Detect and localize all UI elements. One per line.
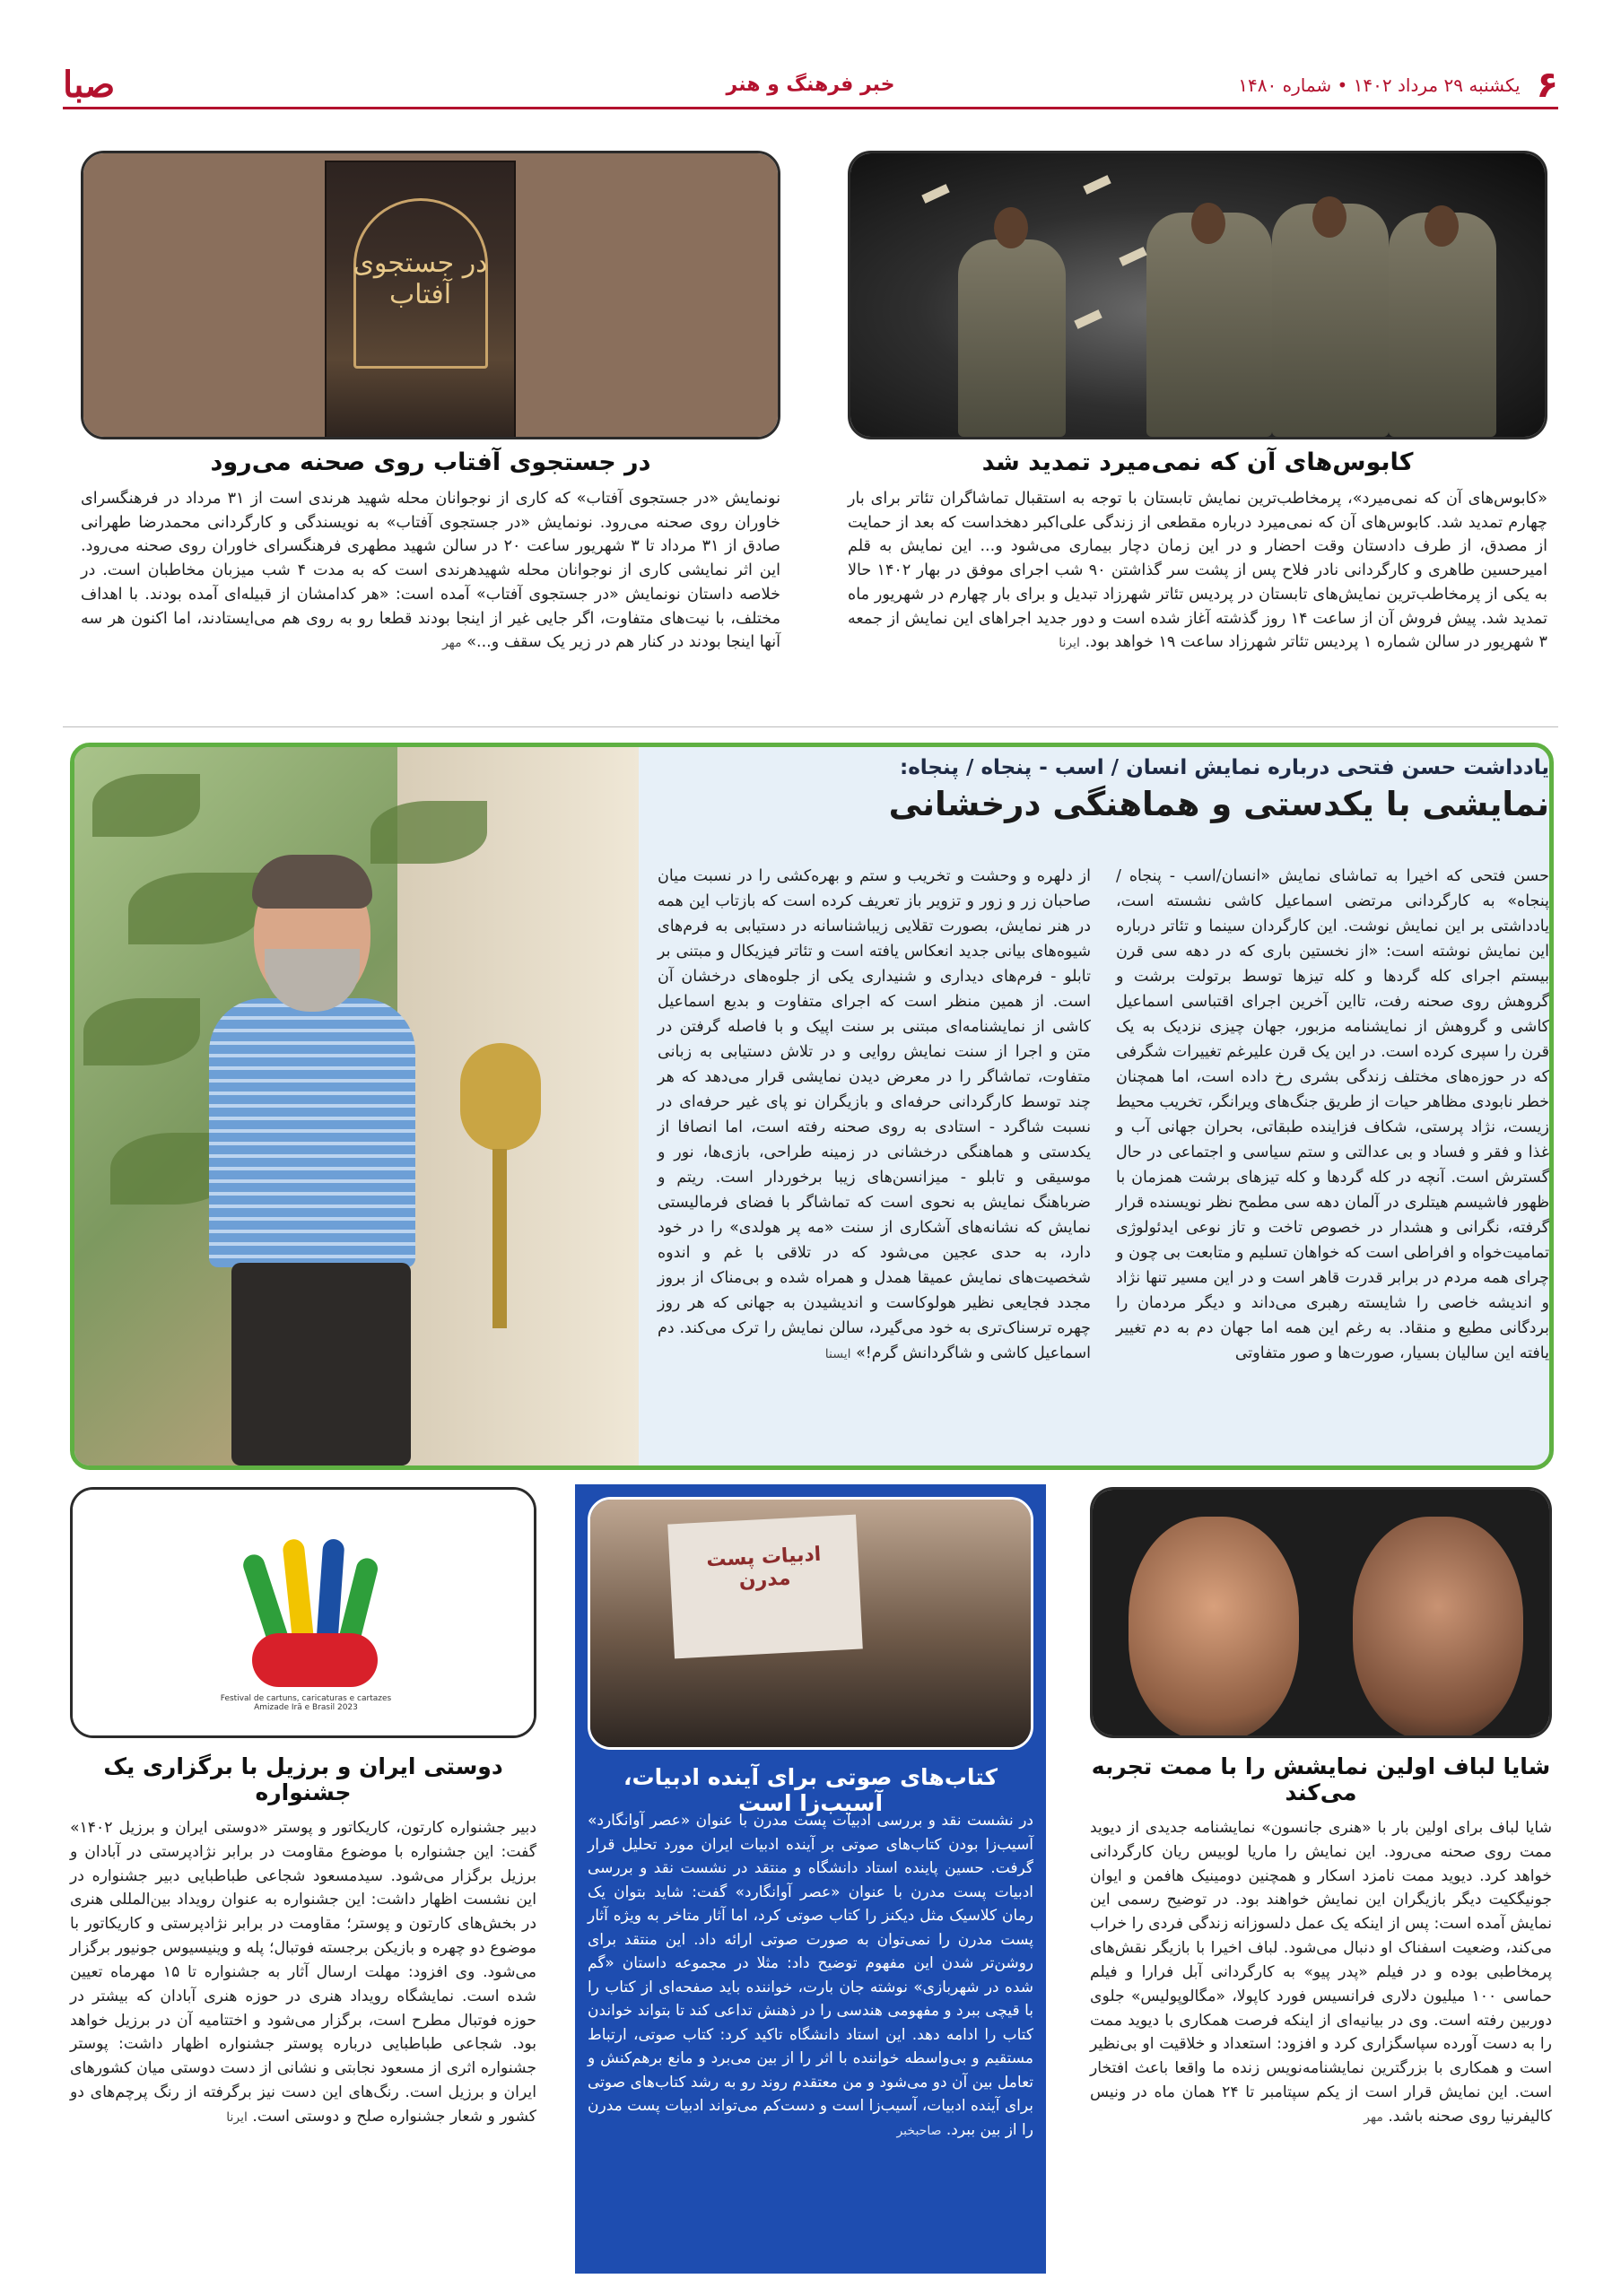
logo-caption: Festival de cartuns, caricaturas e cartazes Amizade Irã e Brasil 2023 — [220, 1694, 392, 1712]
feature-column-2: از دلهره و وحشت و تخریب و ستم و بهره‌کشی را در نسبت میان صاحبان زر و زور و تزویر باز تعریف کرده است که بازتاب این همه در هنر نمایش، بصورت تقلایی زیباشناسانه در دستیابی به فرم‌های شیوه‌های بیانی جدید انعکاس یافته است و تئاتر فیزیکال و مبتنی بر تابلو - فرم‌های دیداری و شنیداری یکی از جلوه‌های درخشان آن است. از همین منظر است که اجرای متفاوت و بدیع اسماعیل کاشی از نمایشنامه‌ای مبتنی بر سنت اپیک و با فاصله گرفتن در متن و اجرا از سنت نمایش روایی و در تلاش دستیابی به زبانی متفاوت، تماشاگر را در معرض دیدن نمایشی قرار می‌دهد که هر چند توسط کارگردانی حرفه‌ای و بازیگران نو پای غیر حرفه‌ای در نسبت شاگرد - استادی به روی صحنه رفته است، اما انصافا از یکدستی و هماهنگی درخشانی در زمینه طراحی، بازی‌ها، نور و موسیقی و تابلو - میزانسن‌های زیبا برخوردار است. ریتم و ضرباهنگ نمایش به نحوی است که تماشاگر با فضای فرمالیستی نمایش که نشانه‌های آشکاری از سنت «مه پر هولدی» را در خود دارد، به حدی عجین می‌شود که در تلاقی با غم و اندوه شخصیت‌های نمایش عمیقا همدل و همراه شده و بی‌مناک از بروز مجدد فجایعی نظیر هولوکاست و اندیشیدن به جهانی که هر روز چهره ترسناک‌تری به خود می‌گیرد، سالن نمایش را ترک می‌کند. دم اسماعیل کاشی و شاگردانش گرم!» ایسنا — [658, 867, 1091, 1362]
conference-photo — [588, 1497, 1033, 1750]
section-title: خبر فرهنگ و هنر — [726, 74, 895, 96]
event-banner: ادبیات پست مدرن — [667, 1515, 863, 1659]
story-body: شایا لباف برای اولین بار با «هنری جانسون» نمایشنامه جدیدی از دیوید ممت روی صحنه می‌رود. این نمایش را ماریا لوبیس ریان کارگردانی خواهد کرد. دیوید ممت نامزد اسکار و همچنین دومینیک هافمن و ایوان جونیگکیت دیگر بازیگران این نمایش خواهند بود. در توضیح رسمی این نمایش آمده است: پس از اینکه یک عمل دلسوزانه زندگی فردی را خراب می‌کند، وضعیت اسفناک او دنبال می‌شود. لباف اخیرا با بازیگر نقش‌های پرمخاطبی بوده و در فیلم «پدر پیو» به کارگردانی آبل فرارا و فیلم حماسی ۱۰۰ میلیون دلاری فرانسیس فورد کاپولا، «مگالوپولیس» جلوی دوربین رفته است. وی در بیانیه‌ای از اینکه فرصت همکاری با دیوید ممت را به دست آورده سپاسگزاری کرد و افزود: استعداد و خلاقیت او بی‌نظیر است و همکاری با بزرگترین نمایشنامه‌نویس زنده ما واقعا باعث افتخار است. این نمایش قرار است از یکم سپتامبر تا ۲۴ همان ماه در ونیس کالیفرنیا روی صحنه باشد. مهر — [1090, 1819, 1552, 2126]
story-source: ایرنا — [1059, 636, 1080, 651]
actor-head — [1312, 196, 1346, 238]
feature-column-1: حسن فتحی که اخیرا به تماشای نمایش «انسان/اسب - پنجاه / پنجاه» به کارگردانی مرتضی اسماعیل کاشی نشسته است، یادداشتی بر این نمایش نوشت. این کارگردان سینما و تئاتر درباره این نمایش نوشته است: «از نخستین باری که در دهه سی قرن بیستم اجرای کله گردها و کله تیزها توسط برتولت برشت و گروهش روی صحنه رفت، تااین آخرین اجرای اقتباسی اسماعیل کاشی و گروهش از نمایشنامه مزبور، جهان چیزی نزدیک به یک قرن را سپری کرده است. در این یک قرن علیرغم تغییرات شگرفی که در حوزه‌های مختلف زندگی بشری رخ داده است، اما همچنان خطر نابودی مظاهر حیات از طریق جنگ‌های ویرانگر، تخریب محیط زیست، نژاد پرستی، شکاف فزاینده طبقاتی، بحران جهانی آب و غذا و فقر و فساد و بی عدالتی و ستم سیاسی و اجتماعی در حال گسترش است. آنچه در کله گردها و کله تیزهای برشت همزمان با ظهور فاشیسم هیتلری در آلمان دهه سی مطمح نظر نویسنده قرار گرفته، نگرانی و هشدار در خصوص تاخت و تاز نوعی ایدئولوژی تمامیت‌خواه و افراطی است که خواهان تسلیم و متابعت بی چون و چرای همه مردم در برابر قدرت قاهر است و در این مسیر تنها نژاد و اندیشه خاصی را شایسته رهبری می‌داند و دیگر مردمان را بردگانی مطیع و منقاد. به رغم این همه اما جهان دم به دم تغییر یافته این سالیان بسیار، صورت‌ها و صور متفاوتی — [1116, 867, 1549, 1362]
hand-palm — [252, 1633, 378, 1687]
story-title: در جستجوی آفتاب روی صحنه می‌رود — [210, 448, 651, 476]
flying-book — [1119, 247, 1146, 266]
theatre-photo — [848, 151, 1547, 439]
story-source: مهر — [1364, 2109, 1383, 2125]
actors-photo — [1090, 1487, 1552, 1738]
story-source: ایرنا — [226, 2109, 248, 2125]
story-sun-search — [81, 448, 780, 655]
flying-book — [921, 184, 949, 204]
poster-title: در جستجوی آفتاب — [353, 248, 488, 310]
story-title: کابوس‌های آن که نمی‌میرد تمدید شد — [981, 448, 1414, 476]
actor-head — [1191, 203, 1225, 244]
actor-figure — [958, 239, 1066, 437]
story-title: کتاب‌های صوتی برای آینده ادبیات، آسیب‌زا است — [623, 1764, 998, 1816]
feature-box — [70, 743, 1554, 1470]
flying-book — [1083, 175, 1111, 195]
play-poster — [325, 161, 516, 439]
issue-date: یکشنبه ۲۹ مرداد ۱۴۰۲ • شماره ۱۴۸۰ — [1238, 74, 1521, 96]
stage-scene — [850, 153, 1545, 437]
divider — [63, 726, 1558, 727]
story-body: در نشست نقد و بررسی ادبیات پست مدرن با عنوان «عصر آوانگارد» آسیب‌زا بودن کتاب‌های صوتی بر آینده ادبیات ایران مورد تحلیل قرار گرفت. حسین پاینده استاد دانشگاه و منتقد در نشست نقد و بررسی ادبیات پست مدرن با عنوان «عصر آوانگارد» گفت: شاید بتوان یک رمان کلاسیک مثل دیکنز را کتاب صوتی کرد، اما آثار متاخر به ویژه آثار پست مدرن را نمی‌توان به صورت صوتی ارائه داد. این منتقد برای روشن‌تر شدن این مفهوم توضیح داد: مثلا در مجموعه داستان «گم شده در شهربازی» نوشته جان بارت، خواننده باید صفحه‌ای از کتاب را با قیچی ببرد و مفهومی هندسی را در ذهنش تداعی کند تا بتواند خواندن کتاب را ادامه دهد. این استاد دانشگاه تاکید کرد: کتاب صوتی، ارتباط مستقیم و بی‌واسطه خواننده با اثر را از بین می‌برد و مانع برهم‌کنش و تعامل بین آن دو می‌شود و من معتقدم روند رو به رشد کتاب‌های صوتی برای آینده ادبیات، آسیب‌زا است و دست‌کم می‌تواند ادبیات پست مدرن را از بین ببرد. صاحبخبر — [588, 1812, 1033, 2139]
story-body: نونمایش «در جستجوی آفتاب» که کاری از نوجوانان محله شهید هرندی است از ۳۱ مرداد در فرهنگسرای خاوران روی صحنه می‌رود. نونمایش «در جستجوی آفتاب» به نویسندگی و کارگردانی محمدرضا طهرانی صادق از ۳۱ مرداد تا ۳ شهریور ساعت ۲۰ در سالن شهید مطهری فرهنگسرای خاوران روی صحنه می‌رود. این اثر نمایشی کاری از نوجوانان محله شهیدهرندی است که به مدت ۴ شب میزبان مخاطبان است. در خلاصه داستان نونمایش «در جستجوی آفتاب» آمده است: «هر کدامشان از قبیله‌ای آمده بودند. با اهداف مختلف، با نیت‌های متفاوت، اگر جایی غیر از اینجا بودند قطعا رو به روی هم می‌ایستادند، اما اکنون هر سه آنها اینجا بودند در کنار هم در زیر یک سقف و...» مهر — [81, 490, 780, 652]
story-title: دوستی ایران و برزیل با برگزاری یک جشنواره — [103, 1753, 503, 1805]
story-audiobooks — [575, 1484, 1046, 2274]
story-source: صاحبخبر — [896, 2123, 942, 2138]
actor-head — [1425, 205, 1459, 247]
face-shia-labeouf — [1353, 1517, 1523, 1738]
festival-logo-photo — [70, 1487, 536, 1738]
masthead — [63, 63, 1558, 109]
feature-text — [658, 756, 1549, 1362]
poster-photo — [81, 151, 780, 439]
face-david-mamet — [1129, 1517, 1299, 1738]
story-body: دبیر جشنواره کارتون، کاریکاتور و پوستر «دوستی ایران و برزیل ۱۴۰۲» گفت: این جشنواره با موضوع مقاومت در برابر نژادپرستی در آبادان و برزیل برگزار می‌شود. سیدمسعود شجاعی طباطبایی دبیر جشنواره در این نشست اظهار داشت: این جشنواره به عنوان رویداد بین‌المللی هنری در بخش‌های کارتون و پوستر؛ مقاومت در برابر نژادپرستی و کاریکاتور با موضوع دو چهره و بازیکن برجسته فوتبال؛ پله و وینیسیوس جونیور برگزار می‌شود. وی افزود: مهلت ارسال آثار به جشنواره تا ۱۵ مهرماه تعیین شده است. نمایشگاه رویداد هنری در حوزه هنری آبادان که بیشتر در حوزه فوتبال مطرح است، برگزار می‌شود و اختتامیه آن در برزیل خواهد بود. شجاعی طباطبایی درباره پوستر جشنواره اظهار داشت: پوستر جشنواره اثری از مسعود نجابتی و نشانی از دست دوستی میان کشورهای ایران و برزیل است. رنگ‌های این دست نیز برگرفته از رنگ پرچم‌های دو کشور و شعار جشنواره صلح و دوستی است. ایرنا — [70, 1819, 536, 2126]
person-body — [209, 998, 415, 1267]
feature-headline: نمایشی با یکدستی و هماهنگی درخشانی — [888, 785, 1549, 823]
actor-head — [994, 207, 1028, 248]
story-source: مهر — [441, 636, 462, 651]
actor-figure — [1272, 204, 1389, 437]
flying-book — [1074, 309, 1102, 329]
masthead-right — [1238, 65, 1558, 106]
feature-kicker: یادداشت حسن فتحی درباره نمایش انسان / اسب - پنجاه / پنجاه: — [900, 756, 1549, 779]
author-photo — [74, 747, 639, 1465]
feature-source: ایسنا — [824, 1347, 851, 1361]
story-title: شایا لباف اولین نمایشش را با ممت تجربه می‌کند — [1091, 1753, 1551, 1805]
newspaper-logo[interactable]: صبا — [63, 64, 116, 106]
story-labeouf — [1090, 1753, 1552, 2129]
page-number: ۶ — [1536, 64, 1558, 106]
story-iran-brazil — [70, 1753, 536, 2129]
story-body: «کابوس‌های آن که نمی‌میرد»، پرمخاطب‌ترین نمایش تابستان با توجه به استقبال تماشاگران تئاتر برای بار چهارم تمدید شد. کابوس‌های آن که نمی‌میرد درباره مقطعی از زندگی علی‌اکبر دهخداست که بعد از حمایت از مصدق، از طرف دادستان وقت احضار و در این زمان دچار بیماری می‌شود و... این نمایش به قلم امیرحسین طاهری و کارگردانی نادر فلاح پس از پشت سر گذاشتن ۹۰ شب اجرای موفق در بهار ۱۴۰۲ حالا به یکی از پرمخاطب‌ترین نمایش‌های تابستان در پردیس تئاتر شهرزاد تبدیل و برای بار چهارم در شهریور ماه تمدید شد. پیش فروش آن از ساعت ۱۴ روز گذشته آغاز شده است و دور جدید اجراهای این نمایش از جمعه ۳ شهریور در سالن شماره ۱ پردیس تئاتر شهرزاد ساعت ۱۹ خواهد بود. ایرنا — [848, 490, 1548, 652]
feature-columns — [658, 864, 1549, 1456]
actor-figure — [1146, 213, 1272, 437]
mask-sculpture — [460, 1043, 541, 1151]
story-theatre-extended — [848, 448, 1547, 655]
